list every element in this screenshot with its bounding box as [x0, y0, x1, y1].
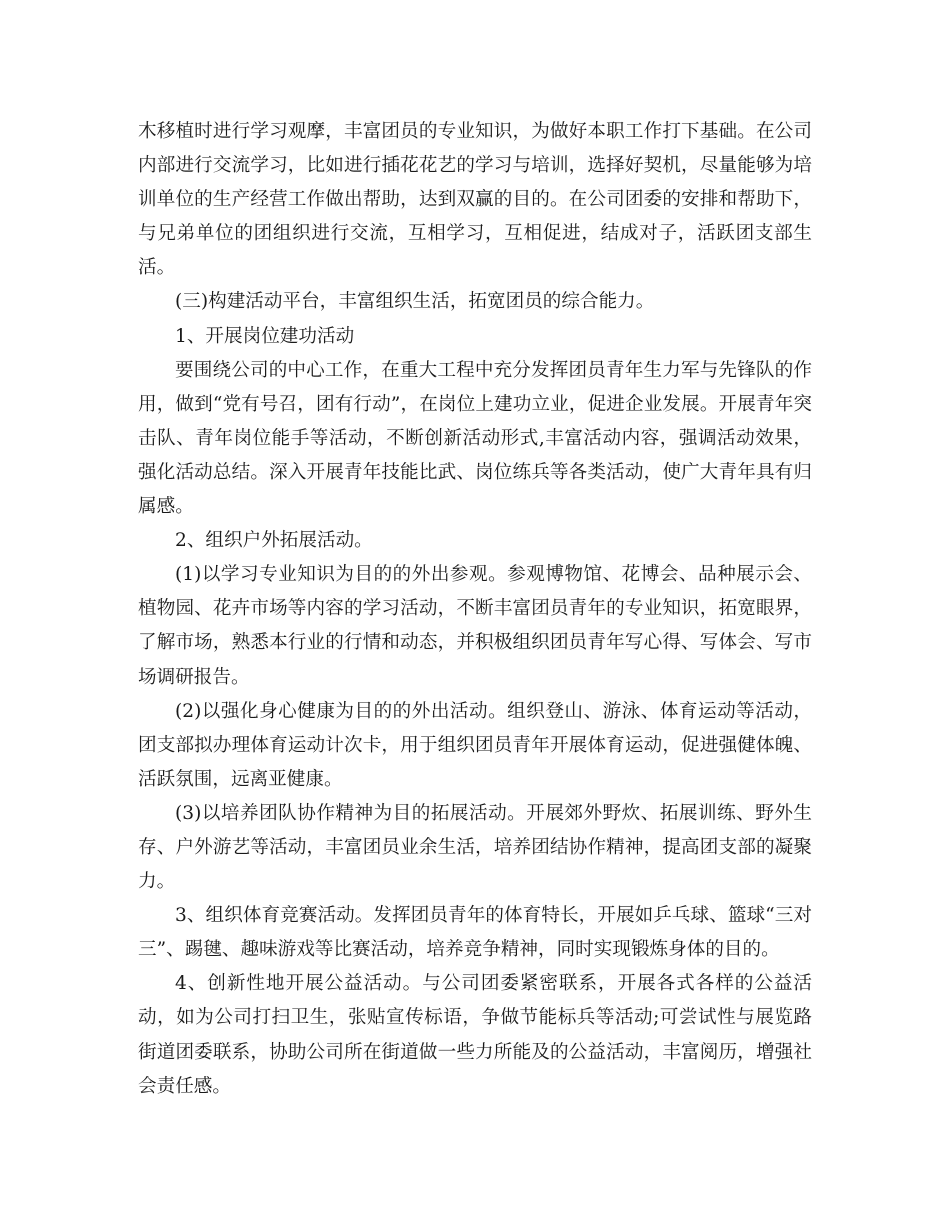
paragraph-visit: (1)以学习专业知识为目的的外出参观。参观博物馆、花博会、品种展示会、植物园、花卉市场等内容的学习活动，不断丰富团员青年的专业知识，拓宽眼界，了解市场，熟悉本行业的行情和动态，并积极组织团员青年写心得、写体会、写市场调研报告。: [138, 564, 812, 688]
document-body: [138, 115, 812, 1104]
subheading-2: 2、组织户外拓展活动。: [175, 530, 373, 552]
paragraph-health: (2)以强化身心健康为目的的外出活动。组织登山、游泳、体育运动等活动，团支部拟办理体育运动计次卡，用于组织团员青年开展体育运动，促进强健体魄、活跃氛围，远离亚健康。: [138, 700, 812, 790]
paragraph-post-contribution: 要围绕公司的中心工作，在重大工程中充分发挥团员青年生力军与先锋队的作用，做到“党有号召，团有行动”，在岗位上建功立业，促进企业发展。开展青年突击队、青年岗位能手等活动，不断创新活动形式,丰富活动内容，强调活动效果，强化活动总结。深入开展青年技能比武、岗位练兵等各类活动，使广大青年具有归属感。: [138, 359, 812, 518]
subheading-1: 1、开展岗位建功活动: [175, 325, 355, 347]
paragraph-1: 木移植时进行学习观摩，丰富团员的专业知识，为做好本职工作打下基础。在公司内部进行交流学习，比如进行插花花艺的学习与培训，选择好契机，尽量能够为培训单位的生产经营工作做出帮助，达到双赢的目的。在公司团委的安排和帮助下，与兄弟单位的团组织进行交流，互相学习，互相促进，结成对子，活跃团支部生活。: [138, 121, 812, 279]
paragraph-sports: 3、组织体育竞赛活动。发挥团员青年的体育特长，开展如乒乓球、篮球“三对三”、踢毽、趣味游戏等比赛活动，培养竞争精神，同时实现锻炼身体的目的。: [138, 905, 812, 961]
paragraph-public-welfare: 4、创新性地开展公益活动。与公司团委紧密联系，开展各式各样的公益活动，如为公司打扫卫生，张贴宣传标语，争做节能标兵等活动;可尝试性与展览路街道团委联系，协助公司所在街道做一些力所能及的公益活动，丰富阅历，增强社会责任感。: [138, 973, 812, 1097]
section-heading-3: (三)构建活动平台，丰富组织生活，拓宽团员的综合能力。: [175, 291, 655, 313]
paragraph-teamwork: (3)以培养团队协作精神为目的拓展活动。开展郊外野炊、拓展训练、野外生存、户外游艺等活动，丰富团员业余生活，培养团结协作精神，提高团支部的凝聚力。: [138, 802, 812, 893]
